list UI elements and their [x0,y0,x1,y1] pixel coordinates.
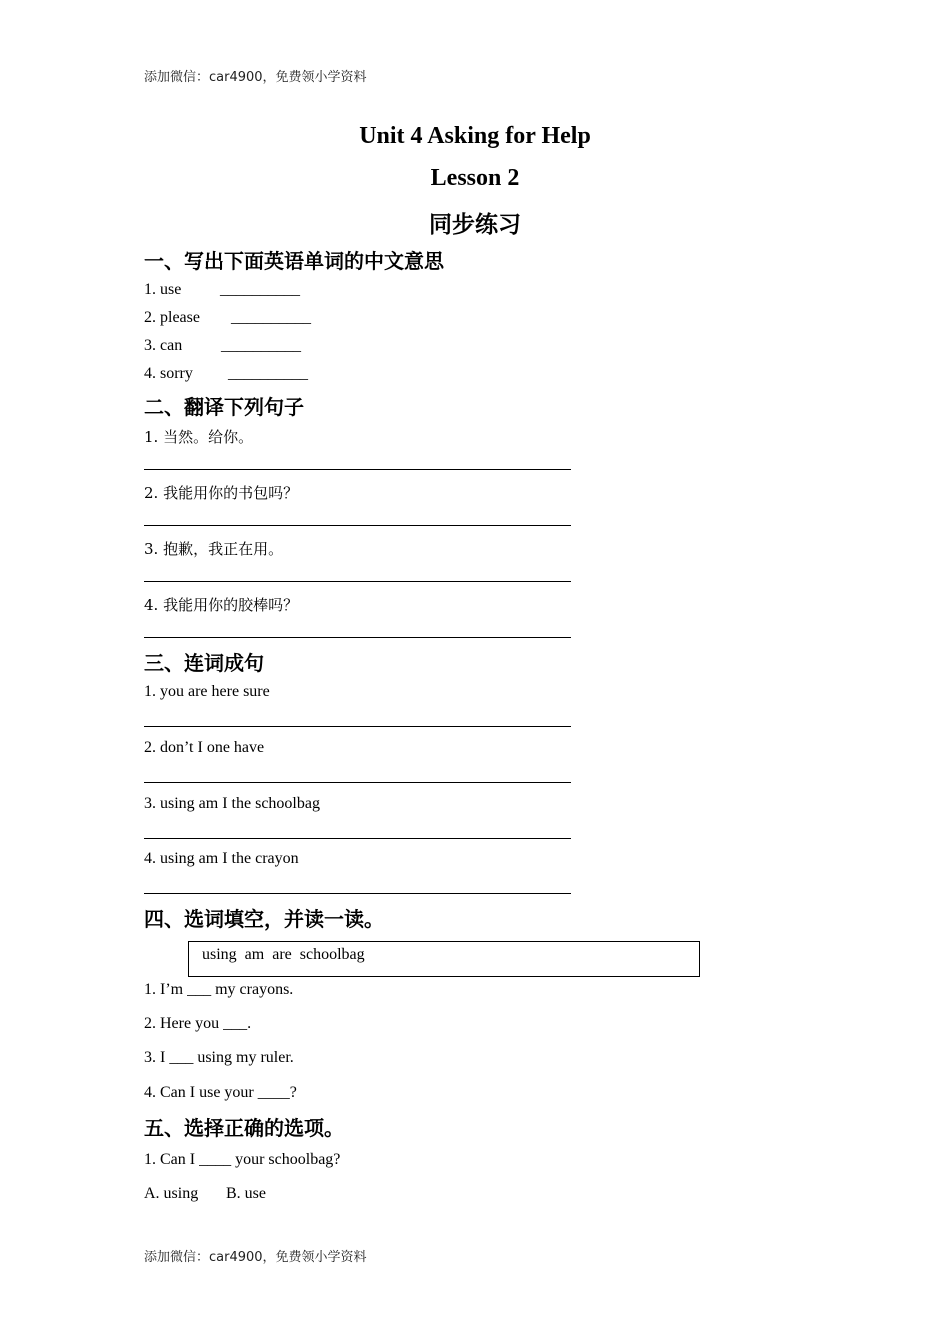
option-a: A. using [144,1185,199,1202]
practice-title: 同步练习 [429,212,521,238]
worksheet-title: Unit 4 Asking for Help [359,123,591,149]
section4-item: 2. Here you ___. [144,1015,252,1032]
section1-blank: __________ [228,365,308,382]
section5-heading: 五、选择正确的选项。 [144,1116,344,1140]
section4-item: 1. I’m ___ my crayons. [144,981,294,998]
section1-item: 3. can [144,337,183,354]
section1-item: 2. please [144,309,200,326]
section3-item: 1. you are here sure [144,683,270,700]
section3-item: 2. don’t I one have [144,739,265,756]
section2-heading: 二、翻译下列句子 [144,395,304,419]
section3-item: 4. using am I the crayon [144,850,299,867]
answer-line [144,726,571,727]
word-bank-text: using am are schoolbag [202,946,365,963]
answer-line [144,469,571,470]
section2-item: 1. 当然。给你。 [144,428,254,446]
section2-item: 2. 我能用你的书包吗？ [144,484,299,502]
section1-blank: __________ [220,281,300,298]
answer-line [144,525,571,526]
page-footer-note: 添加微信：car4900，免费领小学资料 [144,1250,367,1265]
page-header-note: 添加微信：car4900，免费领小学资料 [144,70,367,85]
section1-blank: __________ [221,337,301,354]
answer-line [144,637,571,638]
section1-heading: 一、写出下面英语单词的中文意思 [144,249,444,273]
answer-line [144,838,571,839]
section2-item: 4. 我能用你的胶棒吗？ [144,596,299,614]
answer-line [144,893,571,894]
answer-line [144,782,571,783]
option-b: B. use [226,1185,266,1202]
section5-item: 1. Can I ____ your schoolbag? [144,1151,341,1168]
section3-item: 3. using am I the schoolbag [144,795,320,812]
section3-heading: 三、连词成句 [144,651,264,675]
section1-item: 1. use [144,281,182,298]
section4-item: 3. I ___ using my ruler. [144,1049,294,1066]
lesson-title: Lesson 2 [430,165,520,191]
word-bank-box [188,941,700,977]
section1-blank: __________ [231,309,311,326]
section2-item: 3. 抱歉，我正在用。 [144,540,284,558]
section4-heading: 四、选词填空，并读一读。 [144,907,384,931]
answer-line [144,581,571,582]
section1-item: 4. sorry [144,365,193,382]
section4-item: 4. Can I use your ____? [144,1084,297,1101]
